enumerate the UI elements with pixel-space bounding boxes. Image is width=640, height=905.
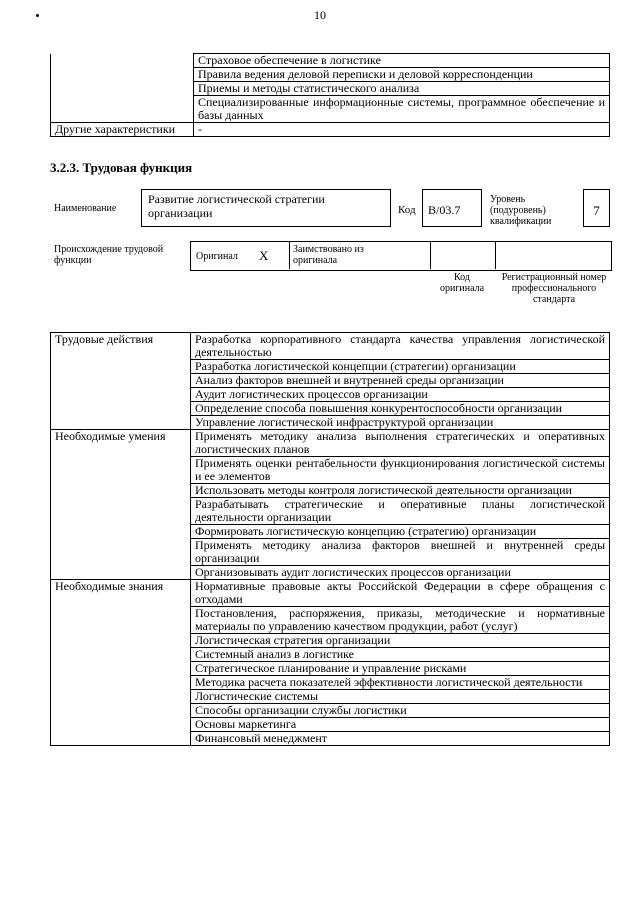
table-row: [51, 333, 610, 360]
table-cell: Постановления, распоряжения, приказы, методические и нормативные материалы по управлению качеством продукции, работ (услуг): [191, 607, 610, 634]
table-cell: Правила ведения деловой переписки и деловой корреспонденции: [194, 68, 610, 82]
original-label: Оригинал: [196, 251, 238, 262]
table-cell: Анализ факторов внешней и внутренней среды организации: [191, 374, 610, 388]
table-cell: Применять методику анализа выполнения стратегических и оперативных логистических планов: [191, 430, 610, 457]
section-title: 3.2.3. Трудовая функция: [50, 160, 193, 175]
table-cell: Управление логистической инфраструктурой организации: [191, 416, 610, 430]
empty-label-cell: [51, 54, 194, 123]
original-mark: X: [259, 248, 269, 263]
divider: [495, 241, 497, 269]
table-cell: Использовать методы контроля логистической деятельности организации: [191, 484, 610, 498]
origin-box: [190, 241, 612, 271]
table-cell: Системный анализ в логистике: [191, 648, 610, 662]
borrowed-label: Заимствовано из оригинала: [293, 244, 364, 266]
origin-label: Происхождение трудовой функции: [54, 244, 164, 266]
labor-function-table: [50, 332, 610, 746]
group-label: Необходимые умения: [51, 430, 191, 580]
table-cell: Применять оценки рентабельности функционирования логистической системы и ее элементов: [191, 457, 610, 484]
group-label: Необходимые знания: [51, 580, 191, 746]
table-cell: Применять методику анализа факторов внешней и внутренней среды организации: [191, 539, 610, 566]
row-label: Другие характеристики: [51, 123, 194, 137]
page-number: 10: [314, 8, 326, 22]
table-cell: Разработка логистической концепции (стратегии) организации: [191, 360, 610, 374]
table-row: [51, 430, 610, 457]
divider: [430, 241, 432, 269]
function-name-box: Развитие логистической стратегии организации: [141, 189, 391, 227]
table-cell: Страховое обеспечение в логистике: [194, 54, 610, 68]
table-cell: Специализированные информационные системы, программное обеспечение и базы данных: [194, 96, 610, 123]
table-cell: Способы организации службы логистики: [191, 704, 610, 718]
table-cell: Финансовый менеджмент: [191, 732, 610, 746]
top-knowledge-table: [50, 53, 610, 137]
table-cell: Определение способа повышения конкурентоспособности организации: [191, 402, 610, 416]
table-cell: -: [194, 123, 610, 137]
name-label: Наименование: [54, 203, 117, 214]
level-label: Уровень (подуровень) квалификации: [490, 194, 552, 227]
table-cell: Формировать логистическую концепцию (стратегию) организации: [191, 525, 610, 539]
table-cell: Основы маркетинга: [191, 718, 610, 732]
table-cell: Логистические системы: [191, 690, 610, 704]
table-cell: Логистическая стратегия организации: [191, 634, 610, 648]
level-box: 7: [583, 189, 610, 227]
table-cell: Разработка корпоративного стандарта качества управления логистической деятельностью: [191, 333, 610, 360]
table-cell: Нормативные правовые акты Российской Федерации в сфере обращения с отходами: [191, 580, 610, 607]
group-label: Трудовые действия: [51, 333, 191, 430]
table-cell: Аудит логистических процессов организации: [191, 388, 610, 402]
table-cell: Разрабатывать стратегические и оперативные планы логистической деятельности организации: [191, 498, 610, 525]
table-cell: Организовывать аудит логистических процессов организации: [191, 566, 610, 580]
divider: [289, 241, 291, 269]
table-cell: Стратегическое планирование и управление рисками: [191, 662, 610, 676]
table-row: [51, 580, 610, 607]
table-row: [51, 54, 610, 68]
code-label: Код: [398, 204, 416, 216]
table-row: [51, 123, 610, 137]
registration-caption: Регистрационный номер профессионального стандарта: [501, 272, 607, 305]
table-cell: Приемы и методы статистического анализа: [194, 82, 610, 96]
table-cell: Методика расчета показателей эффективности логистической деятельности: [191, 676, 610, 690]
function-code-box: B/03.7: [422, 189, 482, 227]
code-caption: Код оригинала: [439, 272, 485, 294]
